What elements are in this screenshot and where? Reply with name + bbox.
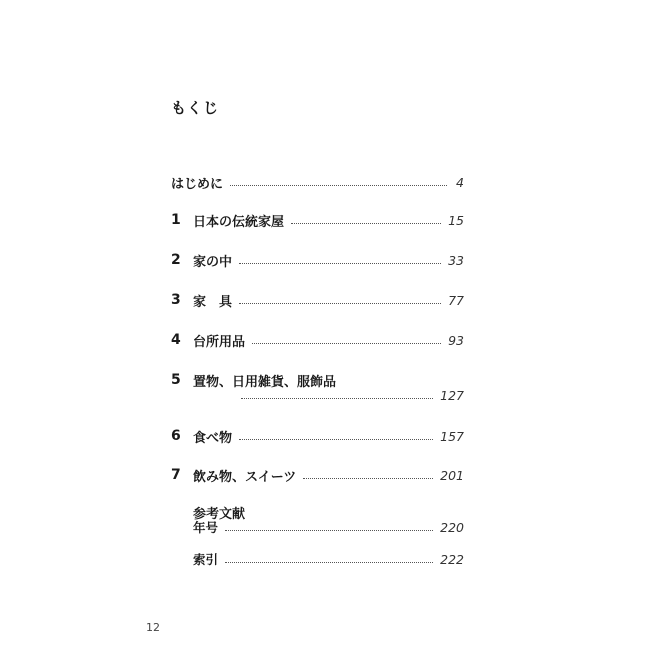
chapter-number: 6 <box>171 428 181 444</box>
page-number: 12 <box>146 621 160 634</box>
toc-entry-page: 201 <box>440 467 464 483</box>
page-title: もくじ <box>171 99 220 117</box>
chapter-number: 2 <box>171 252 181 268</box>
toc-entry-index[interactable] <box>193 549 464 569</box>
dot-leader <box>225 562 433 563</box>
dot-leader <box>239 439 433 440</box>
toc-entry-title: 食べ物 <box>193 430 233 446</box>
toc-entry-title: 台所用品 <box>193 334 246 350</box>
toc-entry-chapter-6[interactable] <box>171 426 464 446</box>
toc-entry-page: 4 <box>456 174 464 190</box>
toc-entry-page: 220 <box>440 519 464 535</box>
toc-entry-chapter-1[interactable] <box>171 210 464 230</box>
chapter-number: 1 <box>171 212 181 228</box>
toc-entry-title: 日本の伝統家屋 <box>193 214 285 230</box>
toc-entry-introduction[interactable] <box>171 172 464 192</box>
toc-entry-chapter-7[interactable] <box>171 465 464 485</box>
chapter-number: 7 <box>171 467 181 483</box>
toc-entry-page: 33 <box>448 252 464 268</box>
toc-entry-title: 年号 <box>193 520 219 535</box>
toc-entry-title: 索引 <box>193 552 219 567</box>
toc-entry-title: はじめに <box>171 176 224 192</box>
dot-leader <box>239 303 441 304</box>
toc-entry-chronology[interactable] <box>193 517 464 537</box>
toc-entry-page: 127 <box>440 387 464 403</box>
toc-entry-chapter-3[interactable] <box>171 290 464 310</box>
toc-entry-page: 77 <box>448 292 464 308</box>
dot-leader <box>252 343 441 344</box>
chapter-number: 5 <box>171 372 181 388</box>
toc-entry-title: 置物、日用雑貨、服飾品 <box>193 374 337 390</box>
toc-entry-chapter-5-leader-line <box>235 385 464 405</box>
toc-entry-page: 15 <box>448 212 464 228</box>
dot-leader <box>225 530 433 531</box>
chapter-number: 4 <box>171 332 181 348</box>
chapter-number: 3 <box>171 292 181 308</box>
toc-entry-page: 93 <box>448 332 464 348</box>
dot-leader <box>303 478 433 479</box>
toc-entry-title: 家の中 <box>193 254 233 270</box>
dot-leader <box>239 263 441 264</box>
dot-leader <box>291 223 441 224</box>
toc-entry-title: 家 具 <box>193 294 233 310</box>
toc-entry-page: 222 <box>440 551 464 567</box>
dot-leader <box>230 185 447 186</box>
toc-entry-chapter-4[interactable] <box>171 330 464 350</box>
toc-entry-references[interactable]: 参考文献 <box>193 507 246 522</box>
toc-entry-page: 157 <box>440 428 464 444</box>
toc-entry-chapter-2[interactable] <box>171 250 464 270</box>
toc-entry-title: 飲み物、スイーツ <box>193 469 297 485</box>
dot-leader <box>241 398 433 399</box>
